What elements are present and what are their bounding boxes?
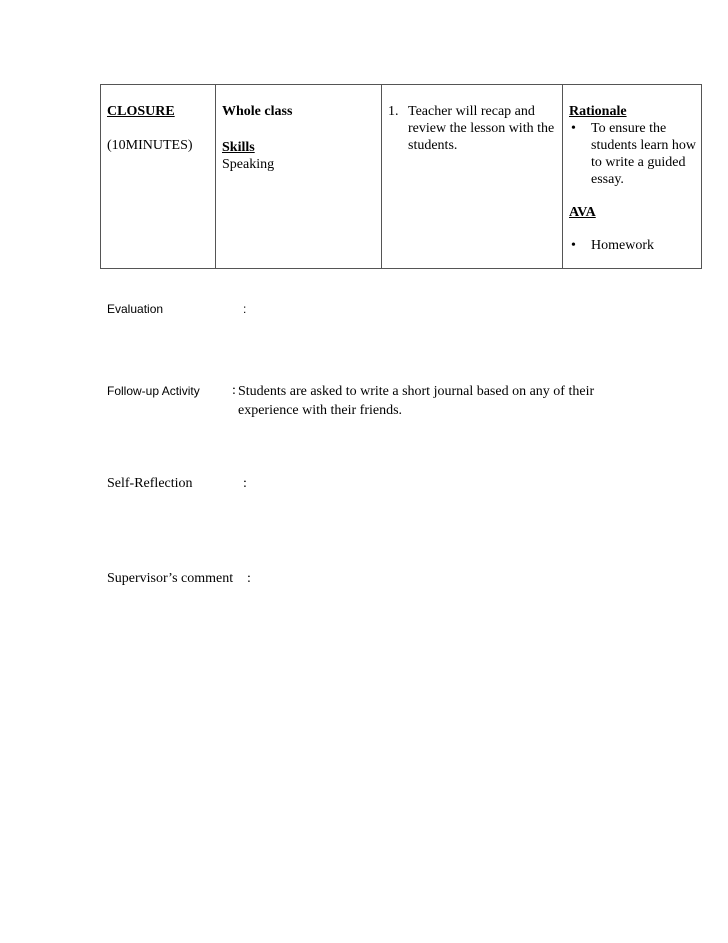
evaluation-colon: : (243, 302, 247, 316)
activity-item (388, 103, 557, 154)
selfreflection-colon: : (243, 476, 247, 491)
grouping-heading: Whole class (222, 104, 293, 119)
skills-value: Speaking (222, 157, 275, 172)
ava-list (569, 237, 696, 254)
activity-item-number: 1. (388, 104, 399, 119)
activity-cell (382, 85, 563, 269)
followup-label: Follow-up Activity (107, 384, 200, 398)
followup-colon: : (232, 383, 236, 398)
rationale-list (569, 120, 696, 188)
ava-text: Homework (591, 238, 654, 253)
rationale-heading: Rationale (569, 104, 627, 119)
rationale-text: To ensure the students learn how to write a guided essay. (591, 121, 696, 187)
stage-cell (101, 85, 216, 269)
remarks-cell (563, 85, 702, 269)
supervisor-label: Supervisor’s comment (107, 571, 234, 586)
activity-list (388, 103, 557, 154)
supervisor-colon: : (247, 571, 251, 586)
stage-duration: (10MINUTES) (107, 138, 193, 153)
grouping-cell (216, 85, 382, 269)
stage-heading: CLOSURE (107, 104, 175, 119)
bullet-icon: • (571, 121, 576, 136)
rationale-item (569, 120, 696, 188)
followup-value: Students are asked to write a short journal based on any of their experience with their friends. (238, 384, 595, 418)
closure-row (101, 85, 702, 269)
selfreflection-label: Self-Reflection (107, 476, 193, 491)
activity-item-text: Teacher will recap and review the lesson with the students. (408, 104, 555, 153)
evaluation-label: Evaluation (107, 302, 164, 316)
ava-item (569, 237, 696, 254)
ava-heading: AVA (569, 205, 596, 220)
lesson-plan-table (100, 84, 702, 269)
skills-heading: Skills (222, 140, 255, 155)
bullet-icon: • (571, 238, 576, 253)
